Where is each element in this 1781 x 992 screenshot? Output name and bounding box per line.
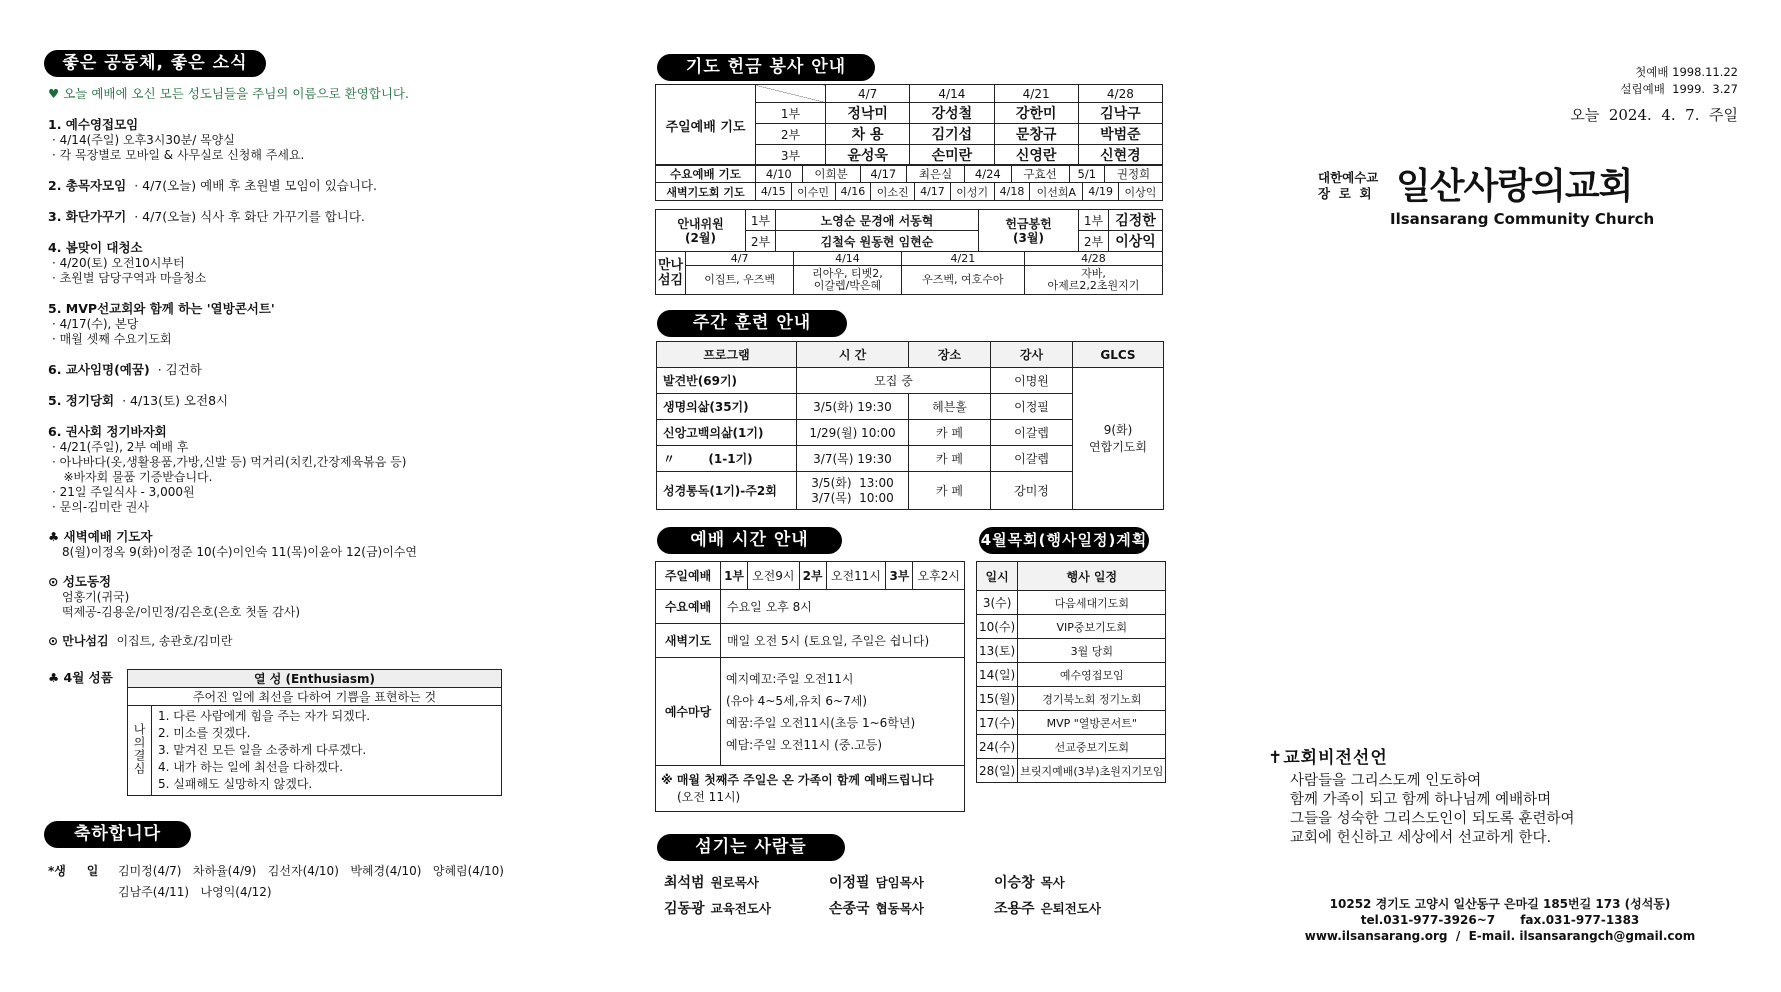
dawn-d4: 4/18 bbox=[994, 183, 1030, 201]
training-program-3: 신앙고백의삶(1기) bbox=[657, 420, 797, 446]
manna-who-2: 리아우, 티벳2, 이갈렙/박은혜 bbox=[794, 266, 902, 295]
worship-note-2: (오전 11시) bbox=[677, 789, 741, 804]
prayer-offering-header: 기도 헌금 봉사 안내 bbox=[657, 54, 875, 81]
news-item-line: ※바자회 물품 기증받습니다. bbox=[52, 470, 213, 484]
saints-line-1: 엄홍기(귀국) bbox=[62, 590, 130, 604]
plan-event: 경기북노회 정기노회 bbox=[1018, 687, 1166, 711]
plan-date: 24(수) bbox=[977, 735, 1018, 759]
birthday-line-1: 김미정(4/7) 차하율(4/9) 김선자(4/10) 박혜경(4/10) 양혜림(4/10) bbox=[118, 864, 504, 878]
birthday-line-2: 김남주(4/11) 나영익(4/12) bbox=[118, 885, 272, 899]
manna-date-4: 4/28 bbox=[1024, 252, 1162, 266]
usher-label: 안내위원 (2월) bbox=[656, 210, 746, 252]
servers-header: 섬기는 사람들 bbox=[657, 834, 845, 861]
news-item-line: · 4/17(수), 본당 bbox=[52, 317, 139, 331]
wed-d2: 4/17 bbox=[860, 165, 907, 183]
server-name: 김동광 bbox=[664, 901, 705, 917]
manna-who-3: 우즈벡, 여호수아 bbox=[901, 266, 1024, 295]
training-header: 주간 훈련 안내 bbox=[657, 310, 847, 337]
part-2: 2부 bbox=[756, 124, 826, 145]
welcome-text: 오늘 예배에 오신 모든 성도님들을 주님의 이름으로 환영합니다. bbox=[63, 86, 409, 101]
web-email: www.ilsansarang.org / E-mail. ilsansarangch@gmail.com bbox=[1304, 929, 1696, 943]
news-list bbox=[48, 115, 608, 515]
worship-note-1: ※ 매월 첫째주 주일은 온 가족이 함께 예배드립니다 bbox=[661, 772, 934, 787]
wed-dawn-table bbox=[655, 164, 1163, 183]
training-time-3: 1/29(월) 10:00 bbox=[797, 420, 909, 446]
news-item-inline: · 4/7(오늘) 예배 후 초원별 모임이 있습니다. bbox=[134, 178, 377, 193]
congrats-header: 축하합니다 bbox=[44, 821, 191, 848]
plan-row bbox=[977, 615, 1166, 639]
saints-line-2: 떡제공-김용운/이민정/김은호(은호 첫돌 감사) bbox=[62, 605, 301, 619]
worship-dawn-time: 매일 오전 5시 (토요일, 주일은 쉽니다) bbox=[721, 624, 965, 658]
svc1-name-3: 강한미 bbox=[994, 103, 1078, 124]
school-line-2: (유아 4~5세,유치 6~7세) bbox=[726, 693, 868, 708]
good-news-header: 좋은 공동체, 좋은 소식 bbox=[44, 50, 266, 77]
training-teacher-2: 이정필 bbox=[991, 394, 1073, 420]
server-name: 조용주 bbox=[994, 901, 1035, 917]
wed-n2: 최은실 bbox=[907, 165, 965, 183]
dawn-d3: 4/17 bbox=[915, 183, 951, 201]
plan-event: 선교중보기도회 bbox=[1018, 735, 1166, 759]
birthday-label: *생 일 bbox=[48, 864, 99, 878]
usher-part-1: 1부 bbox=[746, 210, 776, 231]
manna-serve-value: 이집트, 송관호/김미란 bbox=[116, 634, 233, 648]
dawn-table bbox=[655, 182, 1163, 201]
school-line-3: 예꿈:주일 오전11시(초등 1~6학년) bbox=[726, 715, 916, 730]
sunday-prayer-label: 주일예배 기도 bbox=[656, 85, 756, 166]
worship-t2: 오전11시 bbox=[826, 562, 886, 590]
plan-row bbox=[977, 735, 1166, 759]
usher-table bbox=[655, 209, 1163, 252]
virtue-line-1: 1. 다른 사람에게 힘을 주는 자가 되겠다. bbox=[158, 709, 371, 723]
training-program-5: 성경통독(1기)-주2회 bbox=[657, 472, 797, 510]
svc3-name-1: 윤성욱 bbox=[826, 145, 910, 166]
training-time-4: 3/7(목) 19:30 bbox=[797, 446, 909, 472]
today-date: 오늘 2024. 4. 7. 주일 bbox=[1570, 106, 1738, 124]
news-item-inline: · 4/13(토) 오전8시 bbox=[122, 393, 229, 408]
plan-col-date: 일시 bbox=[977, 562, 1018, 591]
news-item-line: · 4/20(토) 오전10시부터 bbox=[52, 256, 185, 270]
dawn-label: 새벽기도회 기도 bbox=[656, 183, 756, 201]
news-item-title: 6. 권사회 정기바자회 bbox=[48, 424, 167, 439]
dawn-n2: 이소진 bbox=[871, 183, 915, 201]
worship-school-label: 예수마당 bbox=[656, 658, 721, 766]
date-3: 4/21 bbox=[994, 85, 1078, 103]
training-col-place: 장소 bbox=[909, 342, 991, 368]
offering-part-2: 2부 bbox=[1079, 231, 1109, 252]
worship-p3: 3부 bbox=[886, 562, 913, 590]
virtue-line-4: 4. 내가 하는 일에 최선을 다하겠다. bbox=[158, 760, 344, 774]
worship-sunday-label: 주일예배 bbox=[656, 562, 721, 590]
plan-row bbox=[977, 687, 1166, 711]
svc2-name-3: 문창규 bbox=[994, 124, 1078, 145]
server-name: 이승창 bbox=[994, 875, 1035, 891]
vision-body bbox=[1290, 772, 1575, 848]
date-4: 4/28 bbox=[1078, 85, 1162, 103]
denomination-2: 장 로 회 bbox=[1318, 186, 1372, 201]
training-place-4: 카 페 bbox=[909, 446, 991, 472]
manna-serve-title: ⊙ 만나섬김 bbox=[48, 634, 109, 648]
server-entry bbox=[994, 872, 1065, 892]
plan-event: 3월 당회 bbox=[1018, 639, 1166, 663]
news-item-line: · 21일 주일식사 - 3,000원 bbox=[52, 485, 195, 499]
news-item-line: · 4/14(주일) 오후3시30분/ 목양실 bbox=[52, 133, 235, 147]
plan-date: 14(일) bbox=[977, 663, 1018, 687]
date-1: 4/7 bbox=[826, 85, 910, 103]
denomination-1: 대한예수교 bbox=[1318, 170, 1379, 185]
news-item bbox=[48, 360, 608, 378]
worship-t3: 오후2시 bbox=[913, 562, 965, 590]
news-item-inline: · 김건하 bbox=[157, 362, 202, 377]
virtue-line-3: 3. 맡겨진 모든 일을 소중하게 다루겠다. bbox=[158, 743, 367, 757]
school-line-1: 예지예꼬:주일 오전11시 bbox=[726, 671, 854, 686]
heart-icon: ♥ bbox=[48, 86, 60, 101]
server-role: 은퇴전도사 bbox=[1040, 901, 1101, 916]
plan-row bbox=[977, 663, 1166, 687]
news-item-line: · 각 목장별로 모바일 & 사무실로 신청해 주세요. bbox=[52, 148, 305, 162]
training-program-2: 생명의삶(35기) bbox=[657, 394, 797, 420]
svc3-name-3: 신영란 bbox=[994, 145, 1078, 166]
plan-date: 15(월) bbox=[977, 687, 1018, 711]
diagonal-cell bbox=[756, 85, 826, 103]
offering-name-2: 이상익 bbox=[1109, 231, 1163, 252]
plan-row bbox=[977, 639, 1166, 663]
plan-date: 10(수) bbox=[977, 615, 1018, 639]
virtue-label: ♣ 4월 성품 bbox=[48, 670, 113, 685]
server-role: 원로목사 bbox=[710, 875, 759, 890]
news-item-title: 4. 봄맞이 대청소 bbox=[48, 240, 143, 255]
plan-date: 17(수) bbox=[977, 711, 1018, 735]
plan-event: 다음세대기도회 bbox=[1018, 591, 1166, 615]
svc1-name-2: 강성철 bbox=[910, 103, 994, 124]
worship-table bbox=[655, 561, 965, 812]
news-item bbox=[48, 299, 608, 347]
dawn-prayer-line: 8(월)이정옥 9(화)이정준 10(수)이인숙 11(목)이윤아 12(금)이수연 bbox=[62, 545, 417, 559]
worship-wed-label: 수요예배 bbox=[656, 590, 721, 624]
server-entry bbox=[829, 872, 924, 892]
svc1-name-1: 정낙미 bbox=[826, 103, 910, 124]
wed-d1: 4/10 bbox=[756, 165, 803, 183]
server-entry bbox=[664, 898, 771, 918]
vision-title: ✝교회비전선언 bbox=[1268, 748, 1388, 768]
founded-date: 설립예배 1999. 3.27 bbox=[1620, 82, 1738, 96]
dawn-n4: 이선희A bbox=[1030, 183, 1083, 201]
news-item bbox=[48, 391, 608, 409]
usher-names-2: 김철숙 원동현 임현순 bbox=[776, 231, 979, 252]
svc2-name-1: 차 용 bbox=[826, 124, 910, 145]
plan-table bbox=[976, 561, 1166, 783]
first-service-date: 첫예배 1998.11.22 bbox=[1635, 65, 1738, 79]
server-role: 교육전도사 bbox=[710, 901, 771, 916]
news-item bbox=[48, 207, 608, 225]
training-teacher-3: 이갈렙 bbox=[991, 420, 1073, 446]
news-item-line: · 매월 셋째 수요기도회 bbox=[52, 332, 172, 346]
virtue-name: 열 성 (Enthusiasm) bbox=[128, 670, 502, 688]
virtue-line-2: 2. 미소를 짓겠다. bbox=[158, 726, 251, 740]
training-place-5: 카 페 bbox=[909, 472, 991, 510]
news-item-inline: · 4/7(오늘) 식사 후 화단 가꾸기를 합니다. bbox=[134, 209, 365, 224]
manna-date-1: 4/7 bbox=[686, 252, 794, 266]
vision-line-1: 사람들을 그리스도께 인도하여 bbox=[1290, 773, 1482, 789]
manna-date-2: 4/14 bbox=[794, 252, 902, 266]
dawn-d1: 4/15 bbox=[756, 183, 792, 201]
plan-row bbox=[977, 591, 1166, 615]
contact-block bbox=[1300, 896, 1700, 944]
plan-date: 3(수) bbox=[977, 591, 1018, 615]
svc3-name-2: 손미란 bbox=[910, 145, 994, 166]
manna-label: 만나 섬김 bbox=[656, 252, 686, 295]
dawn-n1: 이수민 bbox=[791, 183, 835, 201]
offering-label: 헌금봉헌 (3월) bbox=[979, 210, 1079, 252]
prayer-table bbox=[655, 84, 1163, 166]
dawn-d2: 4/16 bbox=[835, 183, 871, 201]
wed-n1: 이희분 bbox=[802, 165, 860, 183]
virtue-desc: 주어진 일에 최선을 다하여 기쁨을 표현하는 것 bbox=[128, 688, 502, 706]
worship-header: 예배 시간 안내 bbox=[657, 527, 842, 554]
training-teacher-5: 강미정 bbox=[991, 472, 1073, 510]
news-item-title: 1. 예수영접모임 bbox=[48, 117, 139, 132]
training-col-glcs: GLCS bbox=[1073, 342, 1164, 368]
training-time-2: 3/5(화) 19:30 bbox=[797, 394, 909, 420]
news-item bbox=[48, 115, 608, 163]
training-teacher-1: 이명원 bbox=[991, 368, 1073, 394]
plan-event: MVP "열방콘서트" bbox=[1018, 711, 1166, 735]
server-entry bbox=[664, 872, 759, 892]
server-name: 최석범 bbox=[664, 875, 705, 891]
manna-table bbox=[655, 251, 1163, 295]
school-line-4: 예담:주일 오전11시 (중.고등) bbox=[726, 737, 883, 752]
manna-who-4: 자바, 아제르2,2초원지기 bbox=[1024, 266, 1162, 295]
wed-label: 수요예배 기도 bbox=[656, 165, 756, 183]
plan-row bbox=[977, 759, 1166, 783]
plan-date: 13(토) bbox=[977, 639, 1018, 663]
server-role: 담임목사 bbox=[875, 875, 924, 890]
phone-fax: tel.031-977-3926~7 fax.031-977-1383 bbox=[1360, 913, 1640, 927]
vision-line-4: 교회에 헌신하고 세상에서 선교하게 한다. bbox=[1290, 830, 1552, 846]
server-entry bbox=[829, 898, 924, 918]
wed-n3: 구효선 bbox=[1011, 165, 1069, 183]
wed-d3: 4/24 bbox=[965, 165, 1012, 183]
svc3-name-4: 신현경 bbox=[1078, 145, 1162, 166]
address: 10252 경기도 고양시 일산동구 은마길 185번길 173 (성석동) bbox=[1329, 897, 1671, 911]
dawn-prayer-title: ♣ 새벽예배 기도자 bbox=[48, 529, 153, 544]
virtue-line-5: 5. 실패해도 실망하지 않겠다. bbox=[158, 777, 313, 791]
wed-n4: 권정희 bbox=[1105, 165, 1163, 183]
training-place-3: 카 페 bbox=[909, 420, 991, 446]
news-item-title: 3. 화단가꾸기 bbox=[48, 209, 127, 224]
church-name-en: Ilsansarang Community Church bbox=[1390, 210, 1655, 228]
training-place-2: 헤븐홀 bbox=[909, 394, 991, 420]
saints-news-title: ⊙ 성도동정 bbox=[48, 574, 112, 589]
training-col-time: 시 간 bbox=[797, 342, 909, 368]
training-program-1: 발견반(69기) bbox=[657, 368, 797, 394]
dawn-n5: 이상익 bbox=[1118, 183, 1162, 201]
manna-date-3: 4/21 bbox=[901, 252, 1024, 266]
dawn-n3: 이성기 bbox=[950, 183, 994, 201]
news-item-line: · 4/21(주일), 2부 예배 후 bbox=[52, 440, 189, 454]
svc1-name-4: 김낙구 bbox=[1078, 103, 1162, 124]
training-col-program: 프로그램 bbox=[657, 342, 797, 368]
plan-col-event: 행사 일정 bbox=[1018, 562, 1166, 591]
training-table bbox=[656, 341, 1164, 510]
vision-line-2: 함께 가족이 되고 함께 하나님께 예배하며 bbox=[1290, 792, 1552, 808]
plan-event: VIP중보기도회 bbox=[1018, 615, 1166, 639]
news-item-title: 5. 정기당회 bbox=[48, 393, 115, 408]
offering-name-1: 김정한 bbox=[1109, 210, 1163, 231]
server-role: 협동목사 bbox=[875, 901, 924, 916]
worship-p1: 1부 bbox=[721, 562, 748, 590]
virtue-resolution-label: 나의결심 bbox=[132, 723, 146, 775]
church-logo bbox=[1318, 158, 1668, 228]
server-role: 목사 bbox=[1040, 875, 1065, 890]
plan-event: 브릿지예배(3부)초원지기모임 bbox=[1018, 759, 1166, 783]
worship-p2: 2부 bbox=[799, 562, 826, 590]
training-time-1: 모집 중 bbox=[797, 368, 991, 394]
server-name: 손종국 bbox=[829, 901, 870, 917]
wed-d4: 5/1 bbox=[1069, 165, 1105, 183]
news-item bbox=[48, 176, 608, 194]
news-item bbox=[48, 422, 608, 515]
part-1: 1부 bbox=[756, 103, 826, 124]
welcome-line bbox=[48, 84, 608, 102]
manna-serve-line bbox=[48, 632, 608, 649]
manna-who-1: 이집트, 우즈벡 bbox=[686, 266, 794, 295]
training-program-4: 〃 (1-1기) bbox=[657, 446, 797, 472]
news-item-title: 5. MVP선교회와 함께 하는 '열방콘서트' bbox=[48, 301, 275, 316]
news-item-line: · 초원별 담당구역과 마을청소 bbox=[52, 271, 207, 285]
training-col-teacher: 강사 bbox=[991, 342, 1073, 368]
church-name: 일산사랑의교회 bbox=[1396, 166, 1633, 207]
training-time-5: 3/5(화) 13:00 3/7(목) 10:00 bbox=[797, 472, 909, 510]
news-item-line: · 문의-김미란 권사 bbox=[52, 500, 149, 514]
plan-event: 예수영접모임 bbox=[1018, 663, 1166, 687]
usher-names-1: 노영순 문경애 서동혁 bbox=[776, 210, 979, 231]
plan-row bbox=[977, 711, 1166, 735]
server-name: 이정필 bbox=[829, 875, 870, 891]
glcs-cell: 9(화) 연합기도회 bbox=[1073, 368, 1164, 510]
news-item-line: · 아나바다(옷,생활용품,가방,신발 등) 먹거리(치킨,간장제육볶음 등) bbox=[52, 455, 407, 469]
usher-part-2: 2부 bbox=[746, 231, 776, 252]
worship-dawn-label: 새벽기도 bbox=[656, 624, 721, 658]
dawn-d5: 4/19 bbox=[1083, 183, 1119, 201]
plan-date: 28(일) bbox=[977, 759, 1018, 783]
part-3: 3부 bbox=[756, 145, 826, 166]
worship-t1: 오전9시 bbox=[748, 562, 799, 590]
news-item-title: 6. 교사임명(예꿈) bbox=[48, 362, 150, 377]
news-item bbox=[48, 238, 608, 286]
vision-line-3: 그들을 성숙한 그리스도인이 되도록 훈련하여 bbox=[1290, 811, 1575, 827]
training-teacher-4: 이갈렙 bbox=[991, 446, 1073, 472]
offering-part-1: 1부 bbox=[1079, 210, 1109, 231]
news-item-title: 2. 총목자모임 bbox=[48, 178, 127, 193]
date-2: 4/14 bbox=[910, 85, 994, 103]
plan-header: 4월목회(행사일정)계획 bbox=[979, 527, 1149, 554]
left-column bbox=[48, 84, 608, 649]
worship-wed-time: 수요일 오후 8시 bbox=[721, 590, 965, 624]
svc2-name-4: 박범준 bbox=[1078, 124, 1162, 145]
server-entry bbox=[994, 898, 1101, 918]
virtue-table bbox=[127, 669, 502, 796]
svc2-name-2: 김기섭 bbox=[910, 124, 994, 145]
